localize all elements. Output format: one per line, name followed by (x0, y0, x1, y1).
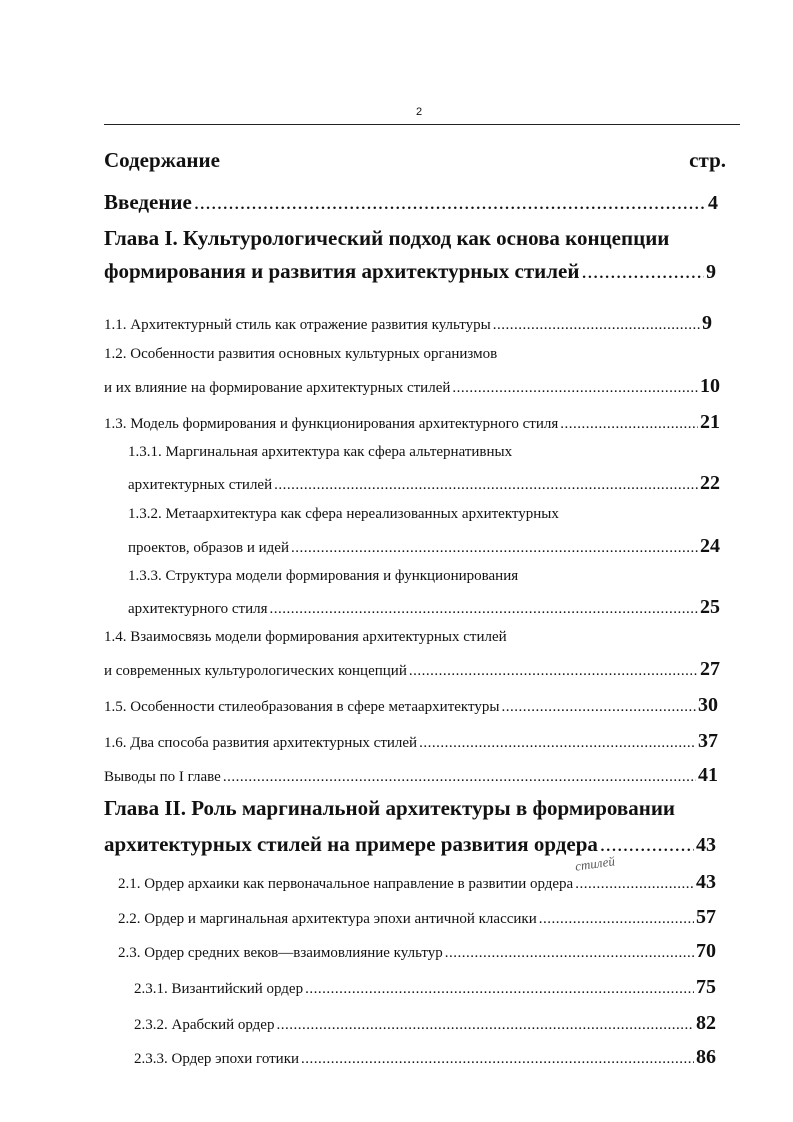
leader-dots (539, 911, 694, 928)
entry-page: 10 (700, 375, 720, 397)
entry-page: 27 (700, 658, 720, 680)
toc-entry-2-2[interactable] (118, 906, 716, 929)
leader-dots (560, 416, 698, 433)
toc-entry-2-1[interactable] (118, 871, 716, 894)
entry-page: 21 (700, 411, 720, 433)
entry-page: 24 (700, 535, 720, 557)
entry-label: 2.3.3. Ордер эпохи готики (134, 1051, 300, 1067)
entry-label: архитектурных стилей (128, 477, 273, 493)
section-1-3-3-line1: 1.3.3. Структура модели формирования и функционирования (128, 568, 519, 584)
entry-page: 41 (698, 764, 718, 786)
leader-dots (194, 190, 706, 215)
section-1-4-line1: 1.4. Взаимосвязь модели формирования архитектурных стилей (104, 629, 507, 645)
entry-page: 37 (698, 730, 718, 752)
entry-label: 1.1. Архитектурный стиль как отражение развития культуры (104, 317, 491, 333)
entry-label: 2.3.1. Византийский ордер (134, 981, 304, 997)
entry-label: архитектурного стиля (128, 601, 268, 617)
entry-page: 57 (696, 906, 716, 928)
entry-label: архитектурных стилей на примере развития ордера (104, 832, 598, 856)
entry-label: и их влияние на формирование архитектурных стилей (104, 380, 451, 396)
toc-entry-2-3-3[interactable] (134, 1046, 716, 1069)
section-1-3-2-line1: 1.3.2. Метаархитектура как сфера нереализованных архитектурных (128, 506, 559, 522)
toc-entry-1-5[interactable] (104, 694, 718, 717)
entry-page: 9 (706, 261, 716, 283)
toc-entry-1-6[interactable] (104, 730, 718, 753)
leader-dots (493, 317, 700, 334)
entry-label: 2.2. Ордер и маргинальная архитектура эпохи античной классики (118, 911, 537, 927)
leader-dots (581, 259, 704, 284)
leader-dots (501, 699, 696, 716)
leader-dots (452, 380, 698, 397)
leader-dots (575, 876, 694, 893)
toc-title: Содержание (104, 148, 220, 172)
entry-page: 82 (696, 1012, 716, 1034)
entry-label: 1.6. Два способа развития архитектурных стилей (104, 735, 418, 751)
entry-page: 9 (702, 312, 712, 334)
toc-entry-1-3-3[interactable] (128, 596, 720, 619)
leader-dots (301, 1051, 694, 1068)
entry-label: 2.3.2. Арабский ордер (134, 1017, 275, 1033)
toc-entry-2-3-2[interactable] (134, 1012, 716, 1035)
toc-entry-intro[interactable] (104, 190, 718, 215)
toc-entry-conclusions-1[interactable] (104, 764, 718, 787)
leader-dots (600, 832, 694, 857)
entry-label: 1.5. Особенности стилеобразования в сфере метаархитектуры (104, 699, 500, 715)
chapter-1-title-line1: Глава I. Культурологический подход как основа концепции (104, 226, 670, 250)
toc-entry-chapter-1[interactable] (104, 259, 716, 284)
section-1-3-1-line1: 1.3.1. Маргинальная архитектура как сфера альтернативных (128, 444, 513, 460)
entry-page: 30 (698, 694, 718, 716)
handwritten-note: стилей (574, 853, 616, 874)
entry-page: 22 (700, 472, 720, 494)
page-number: 2 (415, 106, 423, 118)
section-1-2-line1: 1.2. Особенности развития основных культурных организмов (104, 346, 498, 362)
entry-page: 70 (696, 940, 716, 962)
leader-dots (291, 540, 698, 557)
entry-label: 2.1. Ордер архаики как первоначальное направление в развитии ордера (118, 876, 574, 892)
entry-page: 43 (696, 834, 716, 856)
toc-entry-chapter-2[interactable] (104, 832, 716, 857)
leader-dots (419, 735, 696, 752)
leader-dots (445, 945, 694, 962)
toc-entry-1-3[interactable] (104, 411, 720, 434)
leader-dots (276, 1017, 694, 1034)
entry-page: 75 (696, 976, 716, 998)
leader-dots (223, 769, 696, 786)
entry-page: 25 (700, 596, 720, 618)
toc-entry-1-1[interactable] (104, 312, 712, 335)
toc-entry-1-2[interactable] (104, 375, 720, 398)
header-rule (104, 124, 740, 125)
toc-entry-1-4[interactable] (104, 658, 720, 681)
leader-dots (270, 601, 698, 618)
toc-entry-2-3-1[interactable] (134, 976, 716, 999)
entry-label: 1.3. Модель формирования и функционирования архитектурного стиля (104, 416, 559, 432)
toc-entry-1-3-1[interactable] (128, 472, 720, 495)
entry-label: 2.3. Ордер средних веков—взаимовлияние культур (118, 945, 443, 961)
entry-page: 43 (696, 871, 716, 893)
entry-label: Выводы по I главе (104, 769, 221, 785)
entry-page: 86 (696, 1046, 716, 1068)
toc-entry-2-3[interactable] (118, 940, 716, 963)
entry-label: и современных культурологических концепций (104, 663, 407, 679)
chapter-2-title-line1: Глава II. Роль маргинальной архитектуры в формировании (104, 796, 676, 820)
entry-label: проектов, образов и идей (128, 540, 289, 556)
entry-label: Введение (104, 190, 192, 214)
leader-dots (409, 663, 698, 680)
leader-dots (274, 477, 698, 494)
entry-label: формирования и развития архитектурных стилей (104, 259, 580, 283)
entry-page: 4 (708, 192, 718, 214)
toc-entry-1-3-2[interactable] (128, 535, 720, 558)
toc-heading-row (104, 148, 726, 173)
leader-dots (305, 981, 694, 998)
page-column-label: стр. (689, 148, 726, 172)
